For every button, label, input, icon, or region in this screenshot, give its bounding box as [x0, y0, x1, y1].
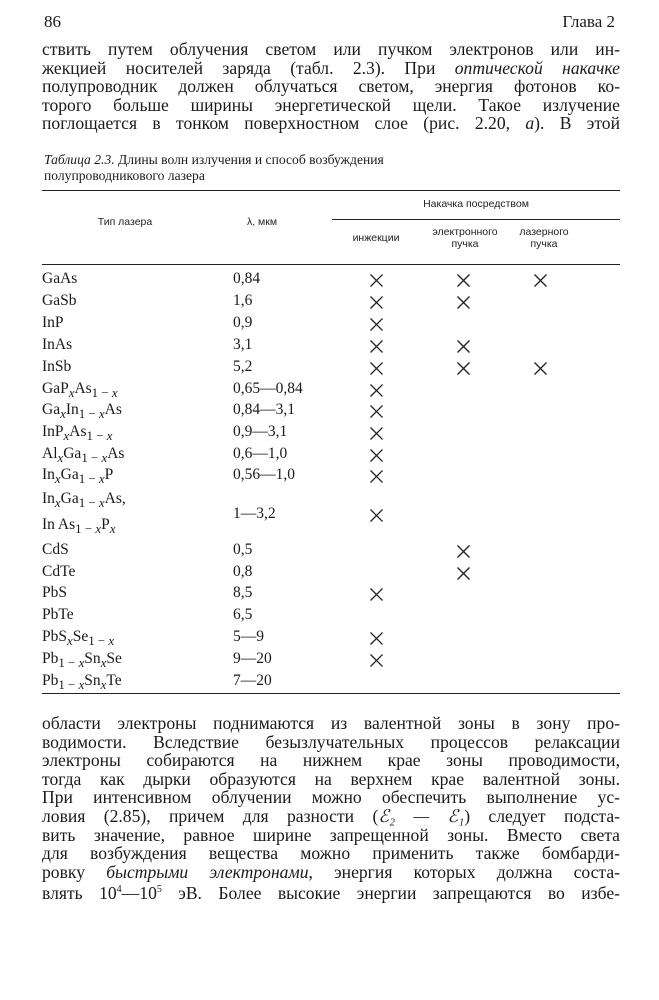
- wavelength-cell: 5,2: [233, 358, 253, 375]
- text-line: ровку быстрыми электронами, энергия которых должна соста-: [42, 861, 621, 882]
- laser-type-cell: PbS: [42, 584, 67, 601]
- table-bottom-rule: [42, 693, 620, 694]
- laser-type-cell: CdS: [42, 541, 69, 558]
- cross-mark-icon: [369, 383, 384, 398]
- cross-mark-icon: [369, 448, 384, 463]
- wavelength-cell: 1—3,2: [233, 505, 276, 522]
- wavelength-cell: 0,84—3,1: [233, 401, 295, 418]
- cross-mark-icon: [369, 587, 384, 602]
- laser-type-cell: $In_xGa_{1 - x}As$,: [42, 490, 126, 511]
- wavelength-cell: 5—9: [233, 628, 264, 645]
- cross-mark-icon: [369, 295, 384, 310]
- text-line: области электроны поднимаются из валентной зоны в зону про-: [42, 713, 620, 733]
- text-line: электроны собираются на нижнем крае зоны проводимости,: [42, 750, 620, 771]
- wavelength-cell: 0,65—0,84: [233, 380, 303, 397]
- header-laser-beam: лазерного пучка: [519, 226, 569, 250]
- header-wavelength: λ, мкм: [246, 216, 278, 228]
- cross-mark-icon: [456, 295, 471, 310]
- pump-header-rule: [332, 219, 620, 220]
- cross-mark-icon: [369, 273, 384, 288]
- table-header-rule: [42, 264, 620, 265]
- text-line: полупроводник должен облучаться светом, энергия фотонов ко-: [42, 76, 620, 97]
- wavelength-cell: 0,8: [233, 563, 253, 580]
- header-injection: инжекции: [352, 232, 400, 244]
- cross-mark-icon: [456, 273, 471, 288]
- text-line: ловия (2.85), причем для разности (ℰ₂ — ℰ₁) следует подста-: [42, 805, 621, 826]
- page-number: 86: [44, 12, 61, 31]
- cross-mark-icon: [456, 339, 471, 354]
- wavelength-cell: 9—20: [233, 650, 272, 667]
- wavelength-cell: 6,5: [233, 606, 253, 623]
- wavelength-cell: 7—20: [233, 672, 272, 689]
- header-laser-type: Тип лазера: [97, 216, 153, 228]
- header-electron-beam: электронного пучка: [432, 226, 498, 250]
- text-line: влять $10^4—10^5$ эВ. Более высокие энергии запрещаются во избе-: [42, 883, 620, 904]
- laser-type-cell: InSb: [42, 358, 72, 375]
- laser-type-cell: $Ga_xIn_{1 - x}As$: [42, 401, 122, 422]
- cross-mark-icon: [369, 317, 384, 332]
- cross-mark-icon: [456, 544, 471, 559]
- table-top-rule: [42, 190, 620, 191]
- laser-type-cell: $In_xGa_{1 - x}P$: [42, 466, 114, 487]
- text-line: водимости. Вследствие безызлучательных процессов релаксации: [42, 731, 620, 752]
- cross-mark-icon: [456, 566, 471, 581]
- top-paragraph: [42, 40, 620, 133]
- laser-type-cell: PbTe: [42, 606, 74, 623]
- wavelength-cell: 3,1: [233, 336, 253, 353]
- text-line: для возбуждения вещества можно применить также бомбарди-: [42, 843, 620, 864]
- wavelength-cell: 1,6: [233, 292, 253, 309]
- laser-type-cell: In $As_{1 - x}P_x$: [42, 516, 116, 537]
- cross-mark-icon: [369, 653, 384, 668]
- bottom-paragraph: [42, 714, 620, 903]
- text-line: тогда как дырки образуются на верхнем крае валентной зоны.: [42, 768, 620, 789]
- text-line: ствить путем облучения светом или пучком электронов или ин-: [42, 39, 620, 59]
- text-line: поглощается в тонком поверхностном слое (рис. 2.20, а). В этой: [42, 113, 620, 134]
- text-line: вить значение, равное ширине запрещенной зоны. Вместо света: [42, 824, 620, 845]
- laser-type-cell: CdTe: [42, 563, 76, 580]
- laser-type-cell: GaAs: [42, 270, 78, 287]
- wavelength-cell: 0,9: [233, 314, 253, 331]
- wavelength-cell: 0,56—1,0: [233, 466, 295, 483]
- laser-type-cell: $GaP_xAs_{1 - x}$: [42, 380, 118, 401]
- wavelength-cell: 0,84: [233, 270, 261, 287]
- laser-type-cell: InP: [42, 314, 64, 331]
- laser-type-cell: $Pb_{1 - x}Sn_xSe$: [42, 650, 122, 671]
- text-line: жекцией носителей заряда (табл. 2.3). При оптической накачке: [42, 57, 620, 78]
- laser-type-cell: $Pb_{1 - x}Sn_xTe$: [42, 672, 122, 693]
- laser-type-cell: GaSb: [42, 292, 77, 309]
- wavelength-cell: 0,9—3,1: [233, 423, 288, 440]
- chapter-title: Глава 2: [562, 12, 615, 31]
- cross-mark-icon: [533, 361, 548, 376]
- wavelength-cell: 0,5: [233, 541, 253, 558]
- cross-mark-icon: [369, 426, 384, 441]
- text-line: При интенсивном облучении можно обеспечить выполнение ус-: [42, 787, 620, 808]
- cross-mark-icon: [369, 361, 384, 376]
- laser-type-cell: $InP_xAs_{1 - x}$: [42, 423, 113, 444]
- table-caption: Таблица 2.3. Длины волн излучения и способ возбуждения полупроводникового лазера: [44, 152, 384, 183]
- cross-mark-icon: [369, 339, 384, 354]
- cross-mark-icon: [533, 273, 548, 288]
- cross-mark-icon: [369, 631, 384, 646]
- cross-mark-icon: [369, 404, 384, 419]
- cross-mark-icon: [369, 508, 384, 523]
- laser-type-cell: InAs: [42, 336, 73, 353]
- cross-mark-icon: [456, 361, 471, 376]
- header-pumping: Накачка посредством: [423, 198, 529, 210]
- text-line: торого больше ширины энергетической щели. Такое излучение: [42, 94, 620, 115]
- laser-type-cell: $Al_xGa_{1 - x}As$: [42, 445, 125, 466]
- wavelength-cell: 0,6—1,0: [233, 445, 288, 462]
- laser-type-cell: $PbS_xSe_{1 - x}$: [42, 628, 115, 649]
- wavelength-cell: 8,5: [233, 584, 253, 601]
- cross-mark-icon: [369, 469, 384, 484]
